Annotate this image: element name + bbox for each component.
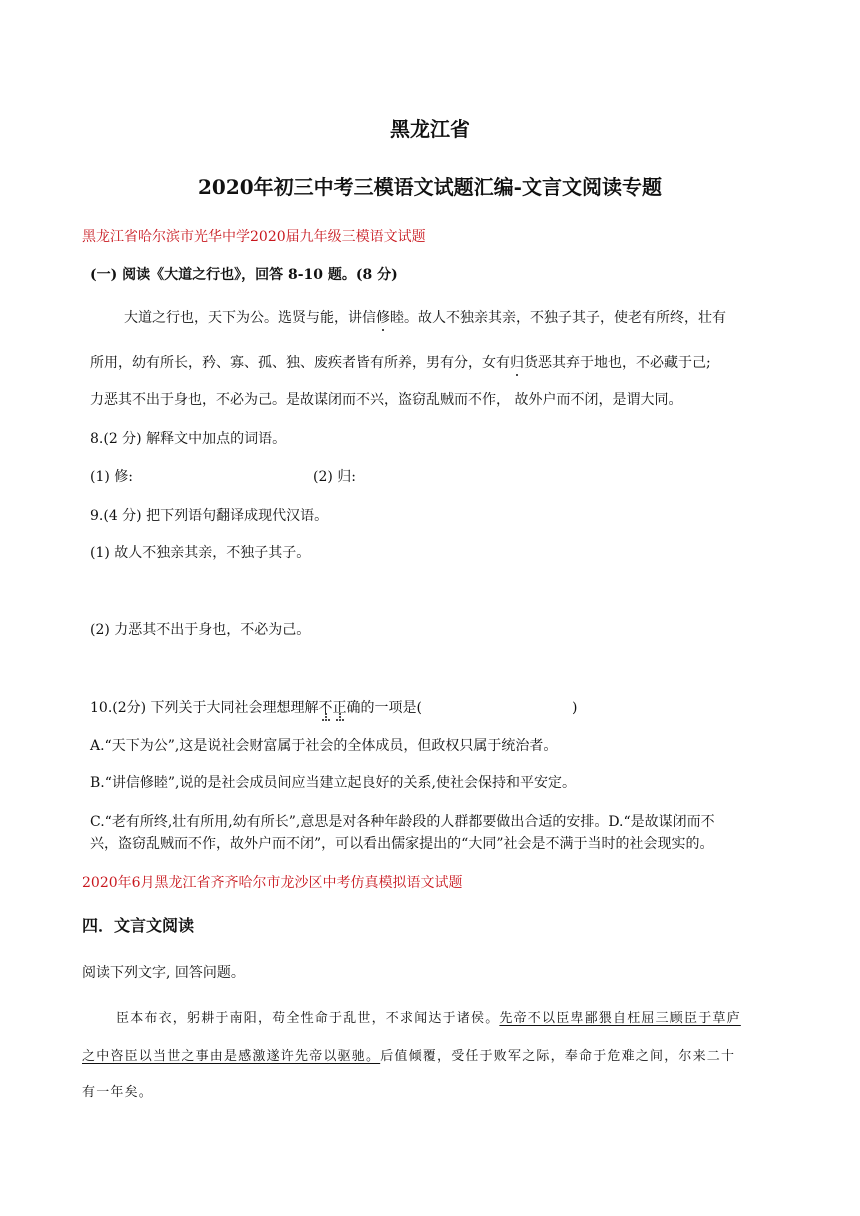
passage-text: 货恶其弃于地也，不必藏于己; (524, 355, 711, 371)
underlined-sentence: 先帝不以臣卑鄙猥自枉屈三顾臣于草庐 (499, 1011, 741, 1026)
option-c-d-line-1: C.“老有所终,壮有所用,幼有所长”,意思是对各种年龄段的人群都要做出合适的安排。D.“是故谋闭而不 (90, 814, 715, 830)
section-heading-1: (一) 阅读《大道之行也》，回答 8-10 题。(8 分) (90, 267, 398, 283)
dotted-word-xiu: 修 (376, 310, 390, 326)
document-title-province: 黑龙江省 (390, 117, 470, 141)
question-9-item-1: (1) 故人不独亲其亲，不独子其子。 (90, 545, 311, 561)
passage-2-line-2 (82, 1047, 735, 1067)
option-b: B.“讲信修睦”,说的是社会成员间应当建立起良好的关系,使社会保持和平安定。 (90, 775, 576, 791)
question-8: 8.(2 分) 解释文中加点的词语。 (90, 431, 287, 447)
passage-text: 所用，幼有所长，矜、寡、孤、独、废疾者皆有所养，男有分，女有 (90, 355, 510, 371)
passage-text: 大道之行也，天下为公。选贤与能，讲信 (124, 310, 376, 326)
passage-1-line-1 (124, 308, 726, 328)
document-title: 2020年初三中考三模语文试题汇编-文言文阅读专题 (198, 175, 662, 199)
section-heading-2: 四．文言文阅读 (82, 916, 195, 935)
dotted-word-bu: 不 (318, 700, 333, 716)
question-10 (90, 698, 422, 718)
option-c-d-line-2: 兴，盗窃乱贼而不作，故外户而不闭”，可以看出儒家提出的“大同”社会是不满于当时的社会现实的。 (90, 836, 714, 852)
question-8-item-2: (2) 归: (313, 469, 356, 485)
passage-text: 睦。故人不独亲其亲，不独子其子，使老有所终，壮有 (390, 310, 726, 326)
passage-1-line-3: 力恶其不出于身也，不必为己。是故谋闭而不兴，盗窃乱贼而不作， 故外户而不闭，是谓大同。 (90, 392, 683, 408)
dotted-word-gui: 归 (510, 355, 524, 371)
option-a: A.“天下为公”,这是说社会财富属于社会的全体成员，但政权只属于统治者。 (90, 738, 558, 754)
passage-text: 臣本布衣，躬耕于南阳，苟全性命于乱世，不求闻达于诸侯。 (116, 1011, 500, 1026)
question-text: 10.(2分) 下列关于大同社会理想理解 (90, 700, 319, 716)
source-label-1: 黑龙江省哈尔滨市光华中学2020届九年级三模语文试题 (82, 229, 426, 245)
question-9-item-2: (2) 力恶其不出于身也，不必为己。 (90, 622, 311, 638)
dotted-word-zheng: 正 (332, 700, 347, 716)
passage-2-line-3: 有一年矣。 (82, 1085, 154, 1100)
passage-1-line-2 (90, 353, 711, 373)
passage-text: 后值倾覆，受任于败军之际，奉命于危难之间，尔来二十 (380, 1049, 736, 1064)
source-label-2: 2020年6月黑龙江省齐齐哈尔市龙沙区中考仿真模拟语文试题 (82, 875, 463, 891)
underlined-sentence: 之中咨臣以当世之事由是感激遂许先帝以驱驰。 (82, 1049, 381, 1064)
question-10-close-paren: ) (572, 700, 578, 716)
question-text: 确的一项是( (346, 700, 423, 716)
instruction-2: 阅读下列文字, 回答问题。 (82, 965, 245, 981)
question-8-item-1: (1) 修: (90, 469, 133, 485)
question-9: 9.(4 分) 把下列语句翻译成现代汉语。 (90, 508, 329, 524)
passage-2-line-1 (116, 1009, 741, 1029)
